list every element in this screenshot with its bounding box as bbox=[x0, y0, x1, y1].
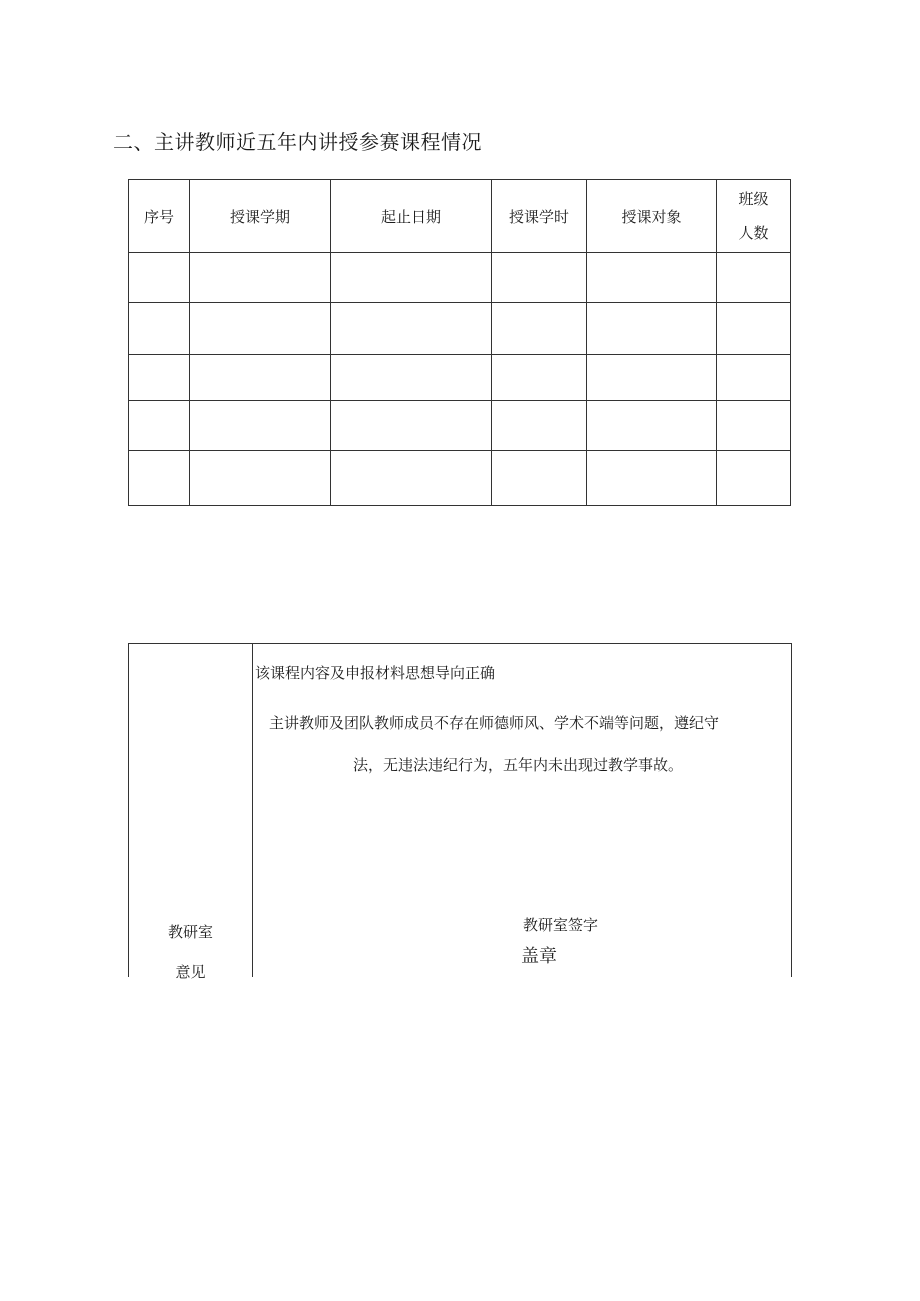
table-cell[interactable] bbox=[717, 401, 791, 451]
header-index: 序号 bbox=[129, 180, 190, 253]
table-row bbox=[129, 303, 791, 355]
table-row bbox=[129, 401, 791, 451]
section-title: 二、主讲教师近五年内讲授参赛课程情况 bbox=[113, 130, 482, 154]
table-cell[interactable] bbox=[331, 355, 492, 401]
table-row bbox=[129, 451, 791, 506]
table-header-row bbox=[129, 180, 791, 253]
table-cell[interactable] bbox=[492, 355, 587, 401]
table-cell[interactable] bbox=[331, 303, 492, 355]
table-cell[interactable] bbox=[587, 303, 717, 355]
table-cell[interactable] bbox=[190, 355, 331, 401]
table-cell[interactable] bbox=[129, 451, 190, 506]
table-cell[interactable] bbox=[190, 303, 331, 355]
table-cell[interactable] bbox=[492, 451, 587, 506]
header-class-size bbox=[717, 180, 791, 253]
table-cell[interactable] bbox=[331, 451, 492, 506]
seal-label: 盖章 bbox=[521, 946, 557, 967]
table-cell[interactable] bbox=[331, 253, 492, 303]
table-cell[interactable] bbox=[492, 303, 587, 355]
table-cell[interactable] bbox=[717, 451, 791, 506]
table-row bbox=[129, 355, 791, 401]
opinion-label-line1: 教研室 bbox=[167, 923, 213, 941]
table-cell[interactable] bbox=[190, 451, 331, 506]
table-cell[interactable] bbox=[587, 355, 717, 401]
header-class-size-line1: 班级 bbox=[738, 190, 769, 208]
table-cell[interactable] bbox=[587, 253, 717, 303]
opinion-statement-2-continued: 法，无违法违纪行为，五年内未出现过教学事故。 bbox=[352, 756, 683, 774]
table-cell[interactable] bbox=[190, 253, 331, 303]
header-dates: 起止日期 bbox=[331, 180, 492, 253]
table-row bbox=[129, 253, 791, 303]
table-cell[interactable] bbox=[129, 401, 190, 451]
header-class-size-line2: 人数 bbox=[738, 224, 769, 242]
table-cell[interactable] bbox=[492, 401, 587, 451]
table-cell[interactable] bbox=[717, 253, 791, 303]
opinion-label-line2: 意见 bbox=[175, 963, 206, 981]
table-cell[interactable] bbox=[331, 401, 492, 451]
opinion-statement-2: 主讲教师及团队教师成员不存在师德师风、学术不端等问题，遵纪守 bbox=[269, 714, 720, 732]
header-audience: 授课对象 bbox=[587, 180, 717, 253]
header-hours: 授课学时 bbox=[492, 180, 587, 253]
course-table bbox=[128, 179, 791, 506]
table-cell[interactable] bbox=[587, 451, 717, 506]
header-term: 授课学期 bbox=[190, 180, 331, 253]
table-cell[interactable] bbox=[717, 355, 791, 401]
table-cell[interactable] bbox=[587, 401, 717, 451]
opinion-divider bbox=[252, 644, 253, 977]
opinion-label bbox=[129, 912, 252, 992]
table-cell[interactable] bbox=[190, 401, 331, 451]
table-cell[interactable] bbox=[129, 303, 190, 355]
signature-label: 教研室签字 bbox=[523, 916, 599, 934]
table-cell[interactable] bbox=[129, 253, 190, 303]
table-cell[interactable] bbox=[717, 303, 791, 355]
opinion-box bbox=[128, 643, 792, 981]
opinion-statement-1: 该课程内容及申报材料思想导向正确 bbox=[255, 664, 496, 682]
table-cell[interactable] bbox=[129, 355, 190, 401]
table-cell[interactable] bbox=[492, 253, 587, 303]
